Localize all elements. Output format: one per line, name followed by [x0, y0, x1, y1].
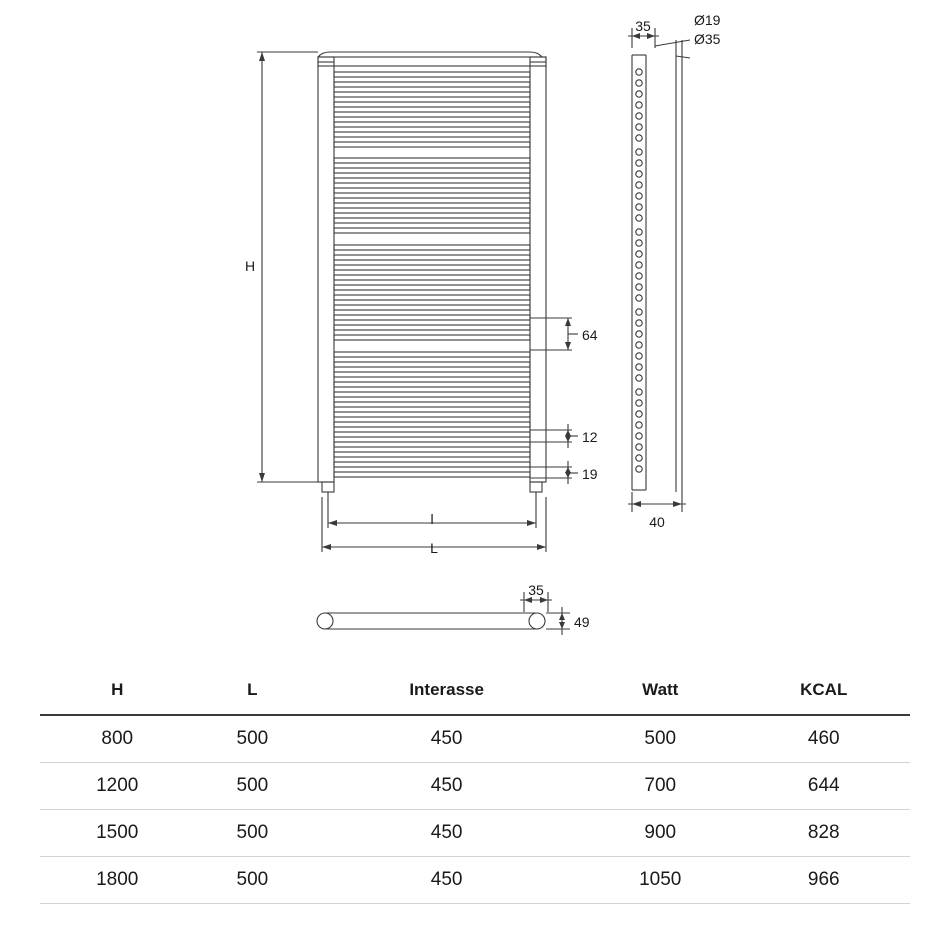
dim-label-inner-width: l — [430, 511, 434, 527]
dim-label-plan-49: 49 — [574, 614, 590, 630]
column-header-l: L — [247, 680, 258, 699]
column-header-kcal: KCAL — [800, 680, 848, 699]
dim-label-plan-35: 35 — [528, 582, 544, 598]
plan-view-group — [317, 592, 570, 635]
cell-interasse: 450 — [310, 763, 583, 810]
cell-watt: 700 — [583, 763, 737, 810]
cell-kcal: 966 — [737, 857, 910, 904]
dim-label-12: 12 — [582, 429, 598, 445]
column-header-interasse: Interasse — [409, 680, 484, 699]
dim-label-side-35: 35 — [635, 18, 651, 34]
cell-h: 1800 — [40, 857, 194, 904]
column-header-watt: Watt — [642, 680, 679, 699]
dim-label-outer-width: L — [430, 540, 438, 556]
cell-h: 1200 — [40, 763, 194, 810]
dim-label-64: 64 — [582, 327, 598, 343]
dim-label-height: H — [244, 258, 256, 274]
tube-end-circles — [636, 69, 642, 472]
cell-kcal: 828 — [737, 810, 910, 857]
front-view-group — [257, 52, 578, 552]
specifications-table — [40, 672, 910, 904]
cell-h: 800 — [40, 715, 194, 763]
cell-interasse: 450 — [310, 715, 583, 763]
cell-h: 1500 — [40, 810, 194, 857]
cell-l: 500 — [194, 763, 310, 810]
table-row — [40, 763, 910, 810]
cell-l: 500 — [194, 857, 310, 904]
cell-interasse: 450 — [310, 810, 583, 857]
cell-interasse: 450 — [310, 857, 583, 904]
table-header-row — [40, 672, 910, 715]
dim-label-diameter-35: Ø35 — [694, 31, 721, 47]
tube-bars — [334, 72, 530, 477]
dim-label-19: 19 — [582, 466, 598, 482]
cell-l: 500 — [194, 810, 310, 857]
cell-watt: 1050 — [583, 857, 737, 904]
cell-watt: 500 — [583, 715, 737, 763]
cell-l: 500 — [194, 715, 310, 763]
dim-label-side-40: 40 — [649, 514, 665, 530]
cell-kcal: 644 — [737, 763, 910, 810]
cell-kcal: 460 — [737, 715, 910, 763]
column-header-h: H — [111, 680, 124, 699]
table-row — [40, 715, 910, 763]
cell-watt: 900 — [583, 810, 737, 857]
side-view-group — [628, 28, 690, 512]
table-row — [40, 810, 910, 857]
table-row — [40, 857, 910, 904]
dim-label-diameter-19: Ø19 — [694, 12, 721, 28]
